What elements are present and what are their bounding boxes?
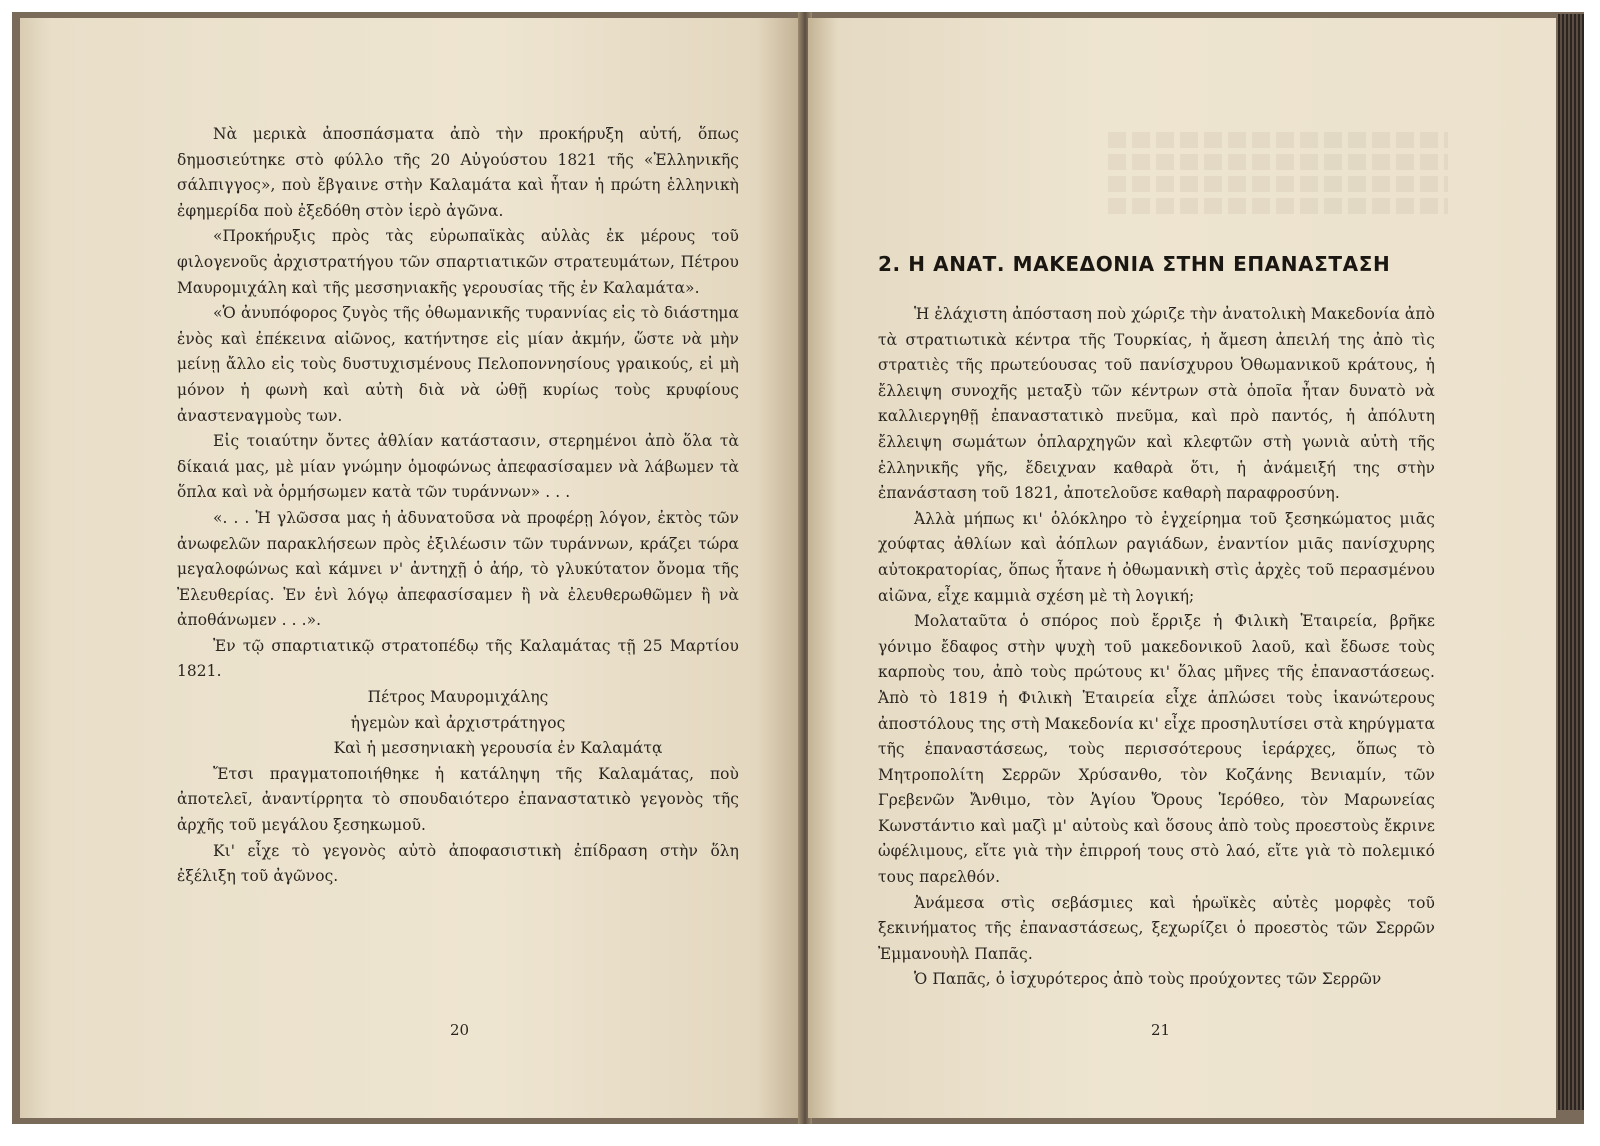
page-number: 21: [1151, 1021, 1171, 1039]
paragraph: Ἡ ἐλάχιστη ἀπόσταση ποὺ χώριζε τὴν ἀνατολικὴ Μακεδονία ἀπὸ τὰ στρατιωτικὰ κέντρα τῆς Τουρκίας, ἡ ἄμεση ἀπειλή της ἀπὸ τὶς στρατιὲς τῆς πρωτεύουσας τοῦ πανίσχυρου Ὀθωμανικοῦ κράτους, ἡ ἔλλειψη συνοχῆς μεταξὺ τῶν κέντρων στὰ ὁποῖα ἦταν δυνατὸ νὰ καλλιεργηθῇ ἐπαναστατικὸ πνεῦμα, καὶ πρὸ παντός, ἡ ἀπόλυτη ἔλλειψη σωμάτων ὁπλαρχηγῶν καὶ κλεφτῶν στὴ γωνιὰ αὐτὴ τῆς ἑλληνικῆς γῆς, ἔδειχναν καθαρὰ ὅτι, ἡ ἀνάμειξή της στὴν ἐπανάσταση τοῦ 1821, ἀποτελοῦσε καθαρὴ παραφροσύνη.: [878, 305, 1435, 503]
date-line: Ἐν τῷ σπαρτιατικῷ στρατοπέδῳ τῆς Καλαμάτας τῇ 25 Μαρτίου 1821.: [177, 636, 739, 681]
open-book: [12, 12, 1584, 1124]
quote-paragraph: «. . . Ἡ γλῶσσα μας ἡ ἀδυνατοῦσα νὰ προφέρῃ λόγον, ἐκτὸς τῶν ἀνωφελῶν παρακλήσεων πρὸς ἐξιλέωσιν τῶν τυράννων, κράζει τώρα μεγαλοφώνως καὶ κάμνει ν' ἀντηχῇ ὁ ἀήρ, τὸ γλυκύτατον ὄνομα τῆς Ἐλευθερίας. Ἐν ἑνὶ λόγῳ ἀπεφασίσαμεν ἢ νὰ ἐλευθερωθῶμεν ἢ νὰ ἀποθάνωμεν . . .».: [177, 508, 739, 630]
left-page: [20, 18, 804, 1118]
right-page-text: [878, 302, 1435, 993]
quote-paragraph: «Ὁ ἀνυπόφορος ζυγὸς τῆς ὀθωμανικῆς τυραννίας εἰς τὸ διάστημα ἑνὸς καὶ ἐπέκεινα αἰῶνος, κατήντησε εἰς μίαν ἀκμήν, ὥστε νὰ μὴν μείνῃ ἄλλο εἰς τοὺς δυστυχισμένους Πελοποννησίους γραικούς, εἰ μὴ μόνον ἡ φωνὴ καὶ αὐτὴ διὰ νὰ ὠθῇ κυρίως τοὺς κρυφίους ἀναστεναγμοὺς των.: [177, 304, 739, 425]
paragraph: Ἀλλὰ μήπως κι' ὁλόκληρο τὸ ἐγχείρημα τοῦ ξεσηκώματος μιᾶς χούφτας ἀθλίων καὶ ἀόπλων ραγιάδων, ἐναντίον μιᾶς πανίσχυρης αὐτοκρατορίας, ὅπως ἦτανε ἡ ὀθωμανικὴ στὶς ἀρχὲς τοῦ περασμένου αἰῶνα, εἶχε καμμιὰ σχέση μὲ τὴ λογική;: [878, 509, 1435, 605]
page-edges: [1558, 14, 1584, 1110]
bleed-through-text: [1108, 132, 1448, 220]
chapter-heading: 2. Η ΑΝΑΤ. ΜΑΚΕΔΟΝΙΑ ΣΤΗΝ ΕΠΑΝΑΣΤΑΣΗ: [878, 252, 1391, 276]
signature-title: ἡγεμὼν καὶ ἀρχιστράτηγος: [350, 713, 566, 732]
paragraph: Κι' εἶχε τὸ γεγονὸς αὐτὸ ἀποφασιστικὴ ἐπίδραση στὴν ὅλη ἐξέλιξη τοῦ ἀγῶνος.: [177, 841, 739, 886]
paragraph: Νὰ μερικὰ ἀποσπάσματα ἀπὸ τὴν προκήρυξη αὐτή, ὅπως δημοσιεύτηκε στὸ φύλλο τῆς 20 Αὐγούστου 1821 τῆς «Ἑλληνικῆς σάλπιγγος», ποὺ ἔβγαινε στὴν Καλαμάτα καὶ ἦταν ἡ πρώτη ἑλληνικὴ ἐφημερίδα ποὺ ἐξεδόθη στὸν ἱερὸ ἀγῶνα.: [177, 125, 739, 220]
paragraph: Μολαταῦτα ὁ σπόρος ποὺ ἔρριξε ἡ Φιλικὴ Ἑταιρεία, βρῆκε γόνιμο ἔδαφος στὴν ψυχὴ τοῦ μακεδονικοῦ λαοῦ, καὶ ἔδωσε τοὺς καρποὺς του, ἀπὸ τοὺς πρώτους κι' ὅλας μῆνες τῆς ἐπαναστάσεως. Ἀπὸ τὸ 1819 ἡ Φιλικὴ Ἑταιρεία εἶχε ἁπλώσει τοὺς ἱκανώτερους ἀποστόλους της στὴ Μακεδονία κι' εἶχε προσηλυτίσει στὰ κηρύγματα τῆς ἐπαναστάσεως, τοὺς περισσότερους ἱεράρχες, ὅπως τὸ Μητροπολίτη Σερρῶν Χρύσανθο, τὸν Κοζάνης Βενιαμίν, τῶν Γρεβενῶν Ἄνθιμο, τὸν Ἁγίου Ὄρους Ἱερόθεο, τὸν Μαρωνείας Κωνστάντιο καὶ μαζὶ μ' αὐτοὺς καὶ ὅσους ἀπὸ τοὺς προεστοὺς ἔκρινε ὠφέλιμους, εἴτε γιὰ τὴν ἐπιρροή τους στὸ λαό, εἴτε γιὰ τὸ πολεμικό τους παρελθόν.: [878, 612, 1435, 887]
signature-council: Καὶ ἡ μεσσηνιακὴ γερουσία ἐν Καλαμάτᾳ: [333, 739, 663, 758]
proclamation-title: «Προκήρυξις πρὸς τὰς εὐρωπαϊκὰς αὐλὰς ἐκ μέρους τοῦ φιλογενοῦς ἀρχιστρατήγου τῶν σπαρτιατικῶν στρατευμάτων, Πέτρου Μαυρομιχάλη καὶ τῆς μεσσηνιακῆς γερουσίας τῆς ἐν Καλαμάτα».: [177, 227, 739, 297]
page-number: 20: [450, 1021, 470, 1039]
signature-name: Πέτρος Μαυρομιχάλης: [367, 688, 549, 707]
paragraph: Ἔτσι πραγματοποιήθηκε ἡ κατάληψη τῆς Καλαμάτας, ποὺ ἀποτελεῖ, ἀναντίρρητα τὸ σπουδαιότερο ἐπαναστατικὸ γεγονὸς τῆς ἀρχῆς τοῦ μεγάλου ξεσηκωμοῦ.: [177, 764, 739, 835]
quote-paragraph: Εἰς τοιαύτην ὄντες ἀθλίαν κατάστασιν, στερημένοι ἀπὸ ὅλα τὰ δίκαιά μας, μὲ μίαν γνώμην ὁμοφώνως ἀπεφασίσαμεν νὰ λάβωμεν τὰ ὅπλα καὶ νὰ ὁρμήσωμεν κατὰ τῶν τυράννων» . . .: [177, 432, 739, 502]
right-page: [808, 18, 1556, 1118]
paragraph: Ἀνάμεσα στὶς σεβάσμιες καὶ ἡρωϊκὲς αὐτὲς μορφὲς τοῦ ξεκινήματος τῆς ἐπαναστάσεως, ξεχωρίζει ὁ προεστὸς τῶν Σερρῶν Ἐμμανουὴλ Παπᾶς.: [878, 893, 1435, 963]
paragraph: Ὁ Παπᾶς, ὁ ἰσχυρότερος ἀπὸ τοὺς προύχοντες τῶν Σερρῶν: [914, 970, 1382, 989]
left-page-text: [177, 122, 739, 890]
